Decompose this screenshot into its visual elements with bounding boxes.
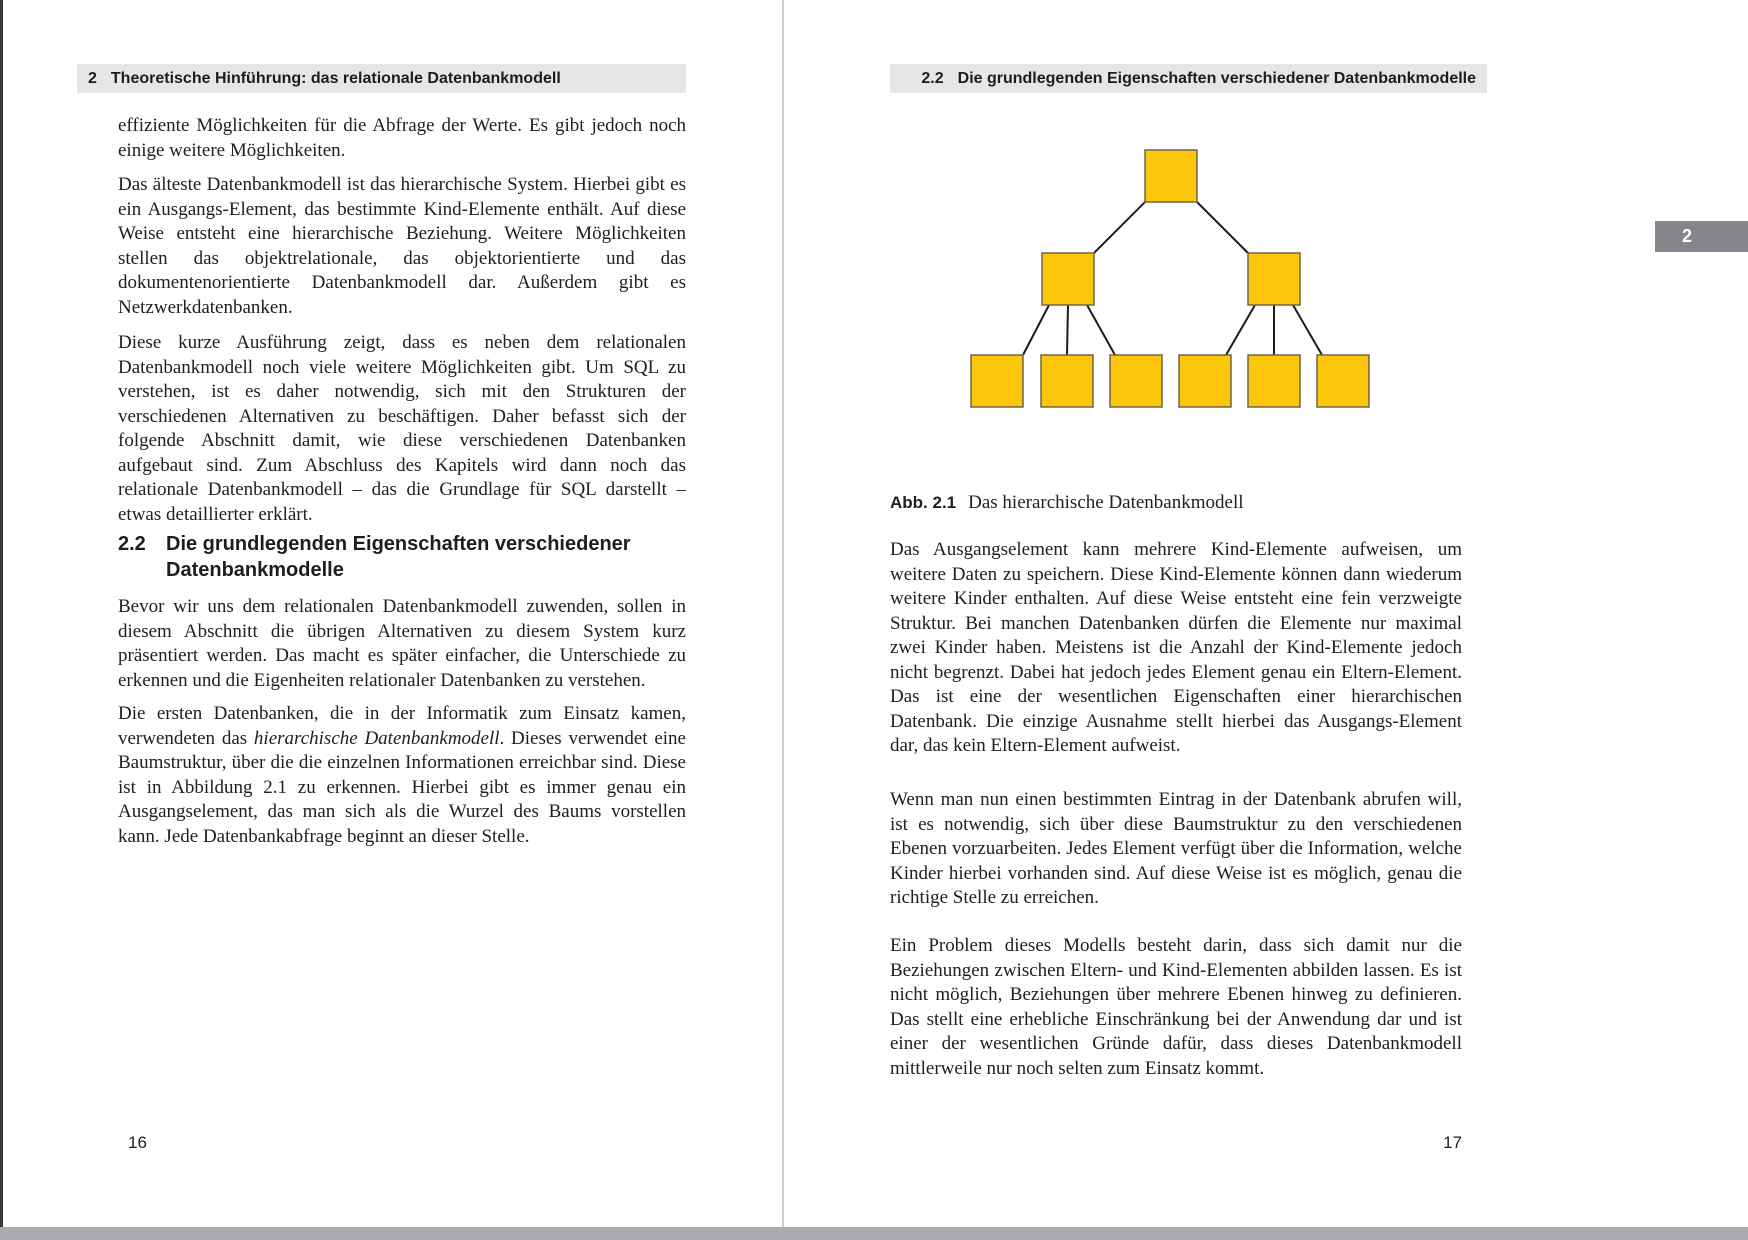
tree-node-leaf-5	[1248, 355, 1300, 407]
paragraph: Wenn man nun einen bestimmten Eintrag in der Datenbank abrufen will, ist es notwendig, sich über diese Baumstruktur zu den verschiedenen Ebenen vorzuarbeiten. Jedes Element verfügt über die Information, welche Kinder hierbei vorhanden sind. Auf diese Weise ist es möglich, genau die richtige Stelle zu erreichen.	[890, 789, 1462, 908]
figure-caption	[890, 492, 1462, 514]
tree-node-leaf-4	[1179, 355, 1231, 407]
running-head-title: Die grundlegenden Eigenschaften verschiedener Datenbankmodelle	[957, 69, 1476, 87]
paragraph: Diese kurze Ausführung zeigt, dass es neben dem relationalen Datenbankmodell noch viele weitere Möglichkeiten gibt. Um SQL zu verstehen, ist es daher notwendig, sich mit den Strukturen der verschiedenen Alternativen zu beschäftigen. Daher befasst sich der folgende Abschnitt damit, wie diese verschiedenen Datenbanken aufgebaut sind. Zum Abschluss des Kapitels wird dann noch das relationale Datenbankmodell – das die Grundlage für SQL darstellt – etwas detaillierter erklärt.	[118, 332, 686, 525]
section-heading	[118, 531, 658, 583]
tree-edge	[1087, 305, 1115, 355]
section-number: 2.2	[118, 533, 146, 555]
scan-left-edge	[0, 0, 3, 1240]
paragraph: Bevor wir uns dem relationalen Datenbankmodell zuwenden, sollen in diesem Abschnitt die übrigen Alternativen zu diesem System kurz präsentiert werden. Das macht es später einfacher, die Unterschiede zu erkennen und die Eigenheiten relationaler Datenbanken zu verstehen.	[118, 596, 686, 691]
figure-caption-text: Das hierarchische Datenbankmodell	[968, 492, 1244, 513]
tree-edge	[1293, 305, 1322, 355]
tree-node-child-2	[1248, 253, 1300, 305]
paragraph: Das älteste Datenbankmodell ist das hierarchische System. Hierbei gibt es ein Ausgangs-Element, das bestimmte Kind-Elemente enthält. Auf diese Weise entsteht eine hierarchische Beziehung. Weitere Möglichkeiten stellen das objektrelationale, das objektorientierte und das dokumentenorientierte Datenbankmodell dar. Außerdem gibt es Netzwerkdatenbanken.	[118, 174, 686, 318]
figure-hierarchical-database-model	[960, 148, 1380, 410]
scan-bottom-bar	[0, 1227, 1748, 1240]
tree-edge	[1067, 305, 1068, 355]
paragraph: effiziente Möglichkeiten für die Abfrage der Werte. Es gibt jedoch noch einige weitere Möglichkeiten.	[118, 115, 686, 161]
tree-node-root	[1145, 150, 1197, 202]
tree-node-leaf-1	[971, 355, 1023, 407]
page-number-right: 17	[1443, 1133, 1462, 1152]
tree-edge	[1226, 305, 1255, 355]
tree-node-leaf-3	[1110, 355, 1162, 407]
tree-diagram	[960, 148, 1380, 410]
tree-edge	[1197, 202, 1248, 253]
italic-term: hierarchische Datenbankmodell	[253, 727, 500, 749]
running-head-right	[890, 64, 1487, 93]
section-title: Die grundlegenden Eigenschaften verschiedener Datenbankmodelle	[166, 533, 631, 581]
running-head-left	[77, 64, 686, 93]
section-number: 2.2	[921, 69, 944, 87]
paragraph: Ein Problem dieses Modells besteht darin, dass sich damit nur die Beziehungen zwischen Eltern- und Kind-Elementen abbilden lassen. Es ist nicht möglich, Beziehungen über mehrere Ebenen hinweg zu definieren. Das stellt eine erhebliche Einschränkung bei der Anwendung dar und ist einer der wesentlichen Gründe dafür, dass dieses Datenbankmodell mittlerweile nur noch selten zum Einsatz kommt.	[890, 935, 1462, 1079]
tree-node-child-1	[1042, 253, 1094, 305]
paragraph: Das Ausgangselement kann mehrere Kind-Elemente aufweisen, um weitere Daten zu speichern. Diese Kind-Elemente können dann wiederum weitere Kinder enthalten. Auf diese Weise entsteht eine fein verzweigte Struktur. Bei manchen Datenbanken dürfen die Elemente nur maximal zwei Kinder haben. Meistens ist die Anzahl der Kind-Elemente jedoch nicht begrenzt. Dabei hat jedoch jedes Element genau ein Eltern-Element. Das ist eine der wesentlichen Eigenschaften einer hierarchischen Datenbank. Die einzige Ausnahme stellt hierbei das Ausgangs-Element dar, das kein Eltern-Element aufweist.	[890, 539, 1462, 756]
running-head-title: Theoretische Hinführung: das relationale Datenbankmodell	[110, 69, 561, 87]
figure-caption-label: Abb. 2.1	[890, 493, 957, 512]
paragraph-text: . Dieses verwendet eine Baumstruktur, über die die einzelnen Informationen erreichbar sind. Diese ist in Abbildung 2.1 zu erkennen. Hierbei gibt es immer genau ein Ausgangselement, das man sich als die Wurzel des Baums vorstellen kann. Jede Datenbankabfrage beginnt an dieser Stelle.	[118, 727, 686, 847]
tree-edge	[1094, 202, 1145, 253]
paragraph-text: Die ersten Datenbanken, die in der Informatik zum Einsatz kamen, verwendeten das	[118, 703, 686, 749]
page-gutter	[782, 0, 784, 1227]
tree-node-leaf-2	[1041, 355, 1093, 407]
tree-edge	[1023, 305, 1049, 355]
chapter-tab: 2	[1655, 221, 1748, 252]
tree-node-leaf-6	[1317, 355, 1369, 407]
paragraph	[118, 702, 686, 849]
chapter-number: 2	[88, 69, 97, 87]
page-number-left: 16	[128, 1133, 147, 1152]
